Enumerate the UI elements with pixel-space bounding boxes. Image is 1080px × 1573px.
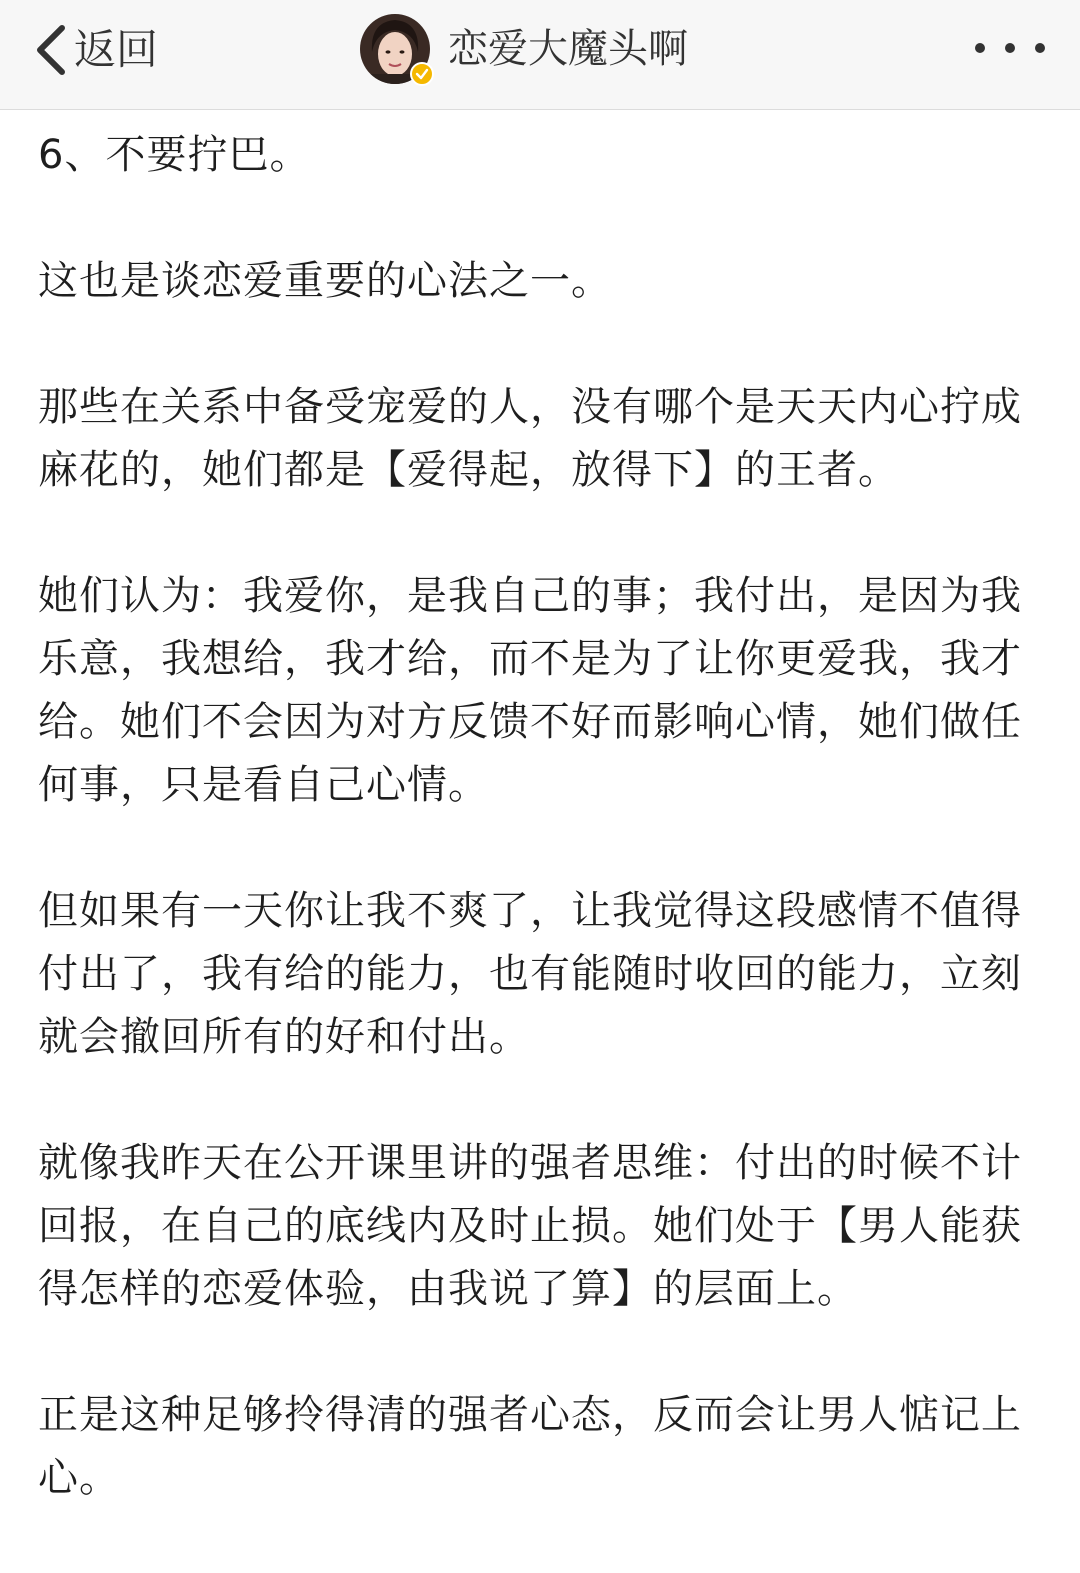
paragraph: 但如果有一天你让我不爽了，让我觉得这段感情不值得付出了，我有给的能力，也有能随时收回的能力，立刻就会撤回所有的好和付出。 (38, 888, 1022, 1060)
paragraph-heading: 6、不要拧巴。 (38, 132, 311, 178)
author-name[interactable]: 恋爱大魔头啊 (448, 26, 688, 72)
paragraph: 这也是谈恋爱重要的心法之一。 (38, 258, 612, 304)
paragraph: 那些在关系中备受宠爱的人，没有哪个是天天内心拧成麻花的，她们都是【爱得起，放得下】的王者。 (38, 384, 1022, 493)
verified-badge-icon (410, 62, 434, 86)
paragraph: 正是这种足够拎得清的强者心态，反而会让男人惦记上心。 (38, 1392, 1022, 1501)
back-button[interactable] (30, 20, 158, 80)
more-horizontal-icon[interactable] (972, 36, 1048, 60)
top-navigation-bar (0, 0, 1080, 110)
avatar[interactable] (360, 14, 430, 84)
paragraph: 就像我昨天在公开课里讲的强者思维：付出的时候不计回报，在自己的底线内及时止损。她们处于【男人能获得怎样的恋爱体验，由我说了算】的层面上。 (38, 1140, 1022, 1312)
paragraph: 她们认为：我爱你，是我自己的事；我付出，是因为我乐意，我想给，我才给，而不是为了让你更爱我，我才给。她们不会因为对方反馈不好而影响心情，她们做任何事，只是看自己心情。 (38, 573, 1022, 808)
article-body (38, 124, 1048, 1573)
back-label: 返回 (74, 25, 159, 74)
author-header[interactable] (360, 13, 688, 85)
chevron-left-icon (30, 20, 72, 80)
